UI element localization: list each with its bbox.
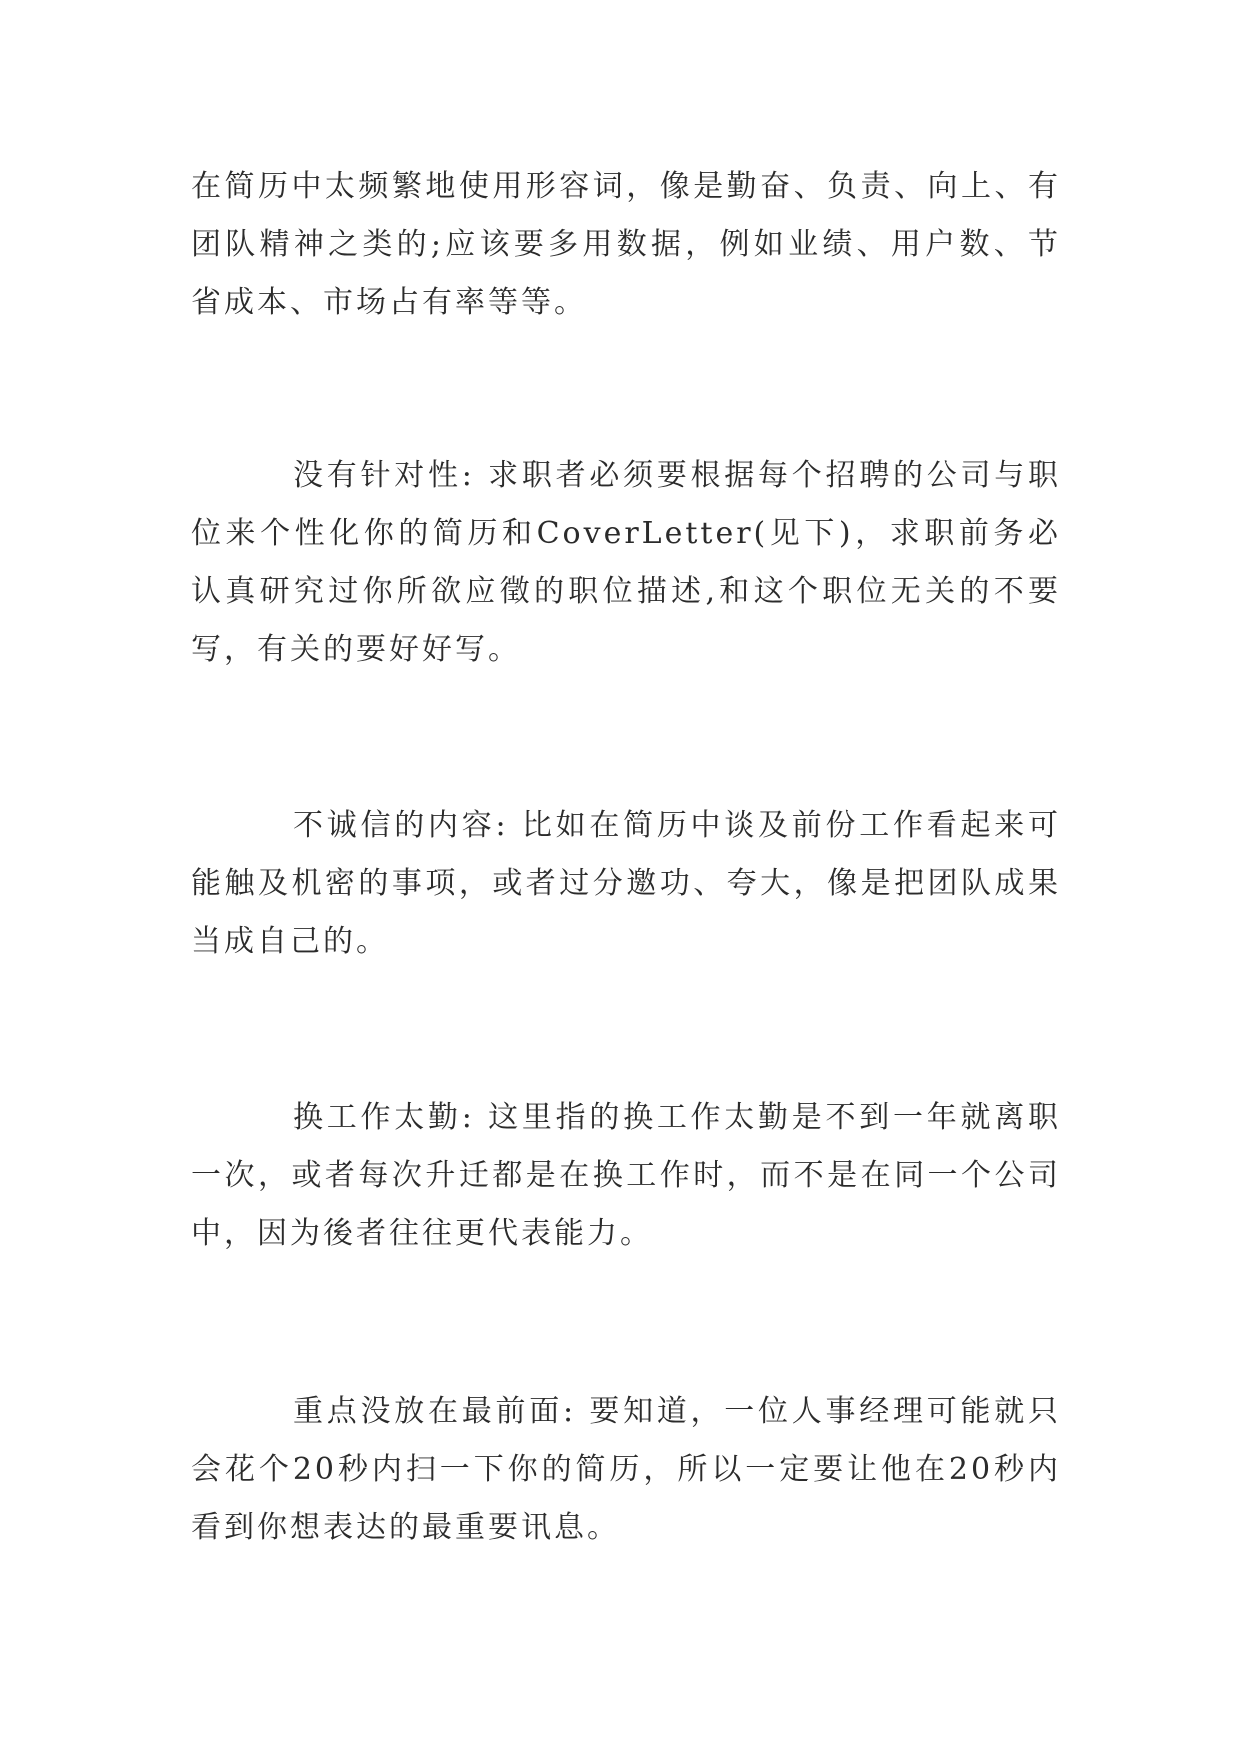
paragraph-not-targeted: 没有针对性: 求职者必须要根据每个招聘的公司与职位来个性化你的简历和CoverLetter(见下)，求职前务必认真研究过你所欲应徵的职位描述,和这个职位无关的不要写，有关的要好好写。: [191, 458, 1061, 667]
paragraph-key-points-first: 重点没放在最前面: 要知道，一位人事经理可能就只会花个20秒内扫一下你的简历，所以一定要让他在20秒内看到你想表达的最重要讯息。: [191, 1394, 1061, 1545]
paragraph-dishonest-content: 不诚信的内容: 比如在简历中谈及前份工作看起来可能触及机密的事项，或者过分邀功、夸大，像是把团队成果当成自己的。: [191, 808, 1061, 959]
paragraph-job-hopping: 换工作太勤: 这里指的换工作太勤是不到一年就离职一次，或者每次升迁都是在换工作时，而不是在同一个公司中，因为後者往往更代表能力。: [191, 1100, 1061, 1251]
paragraph-adjectives: 在简历中太频繁地使用形容词，像是勤奋、负责、向上、有团队精神之类的;应该要多用数据，例如业绩、用户数、节省成本、市场占有率等等。: [191, 169, 1061, 320]
